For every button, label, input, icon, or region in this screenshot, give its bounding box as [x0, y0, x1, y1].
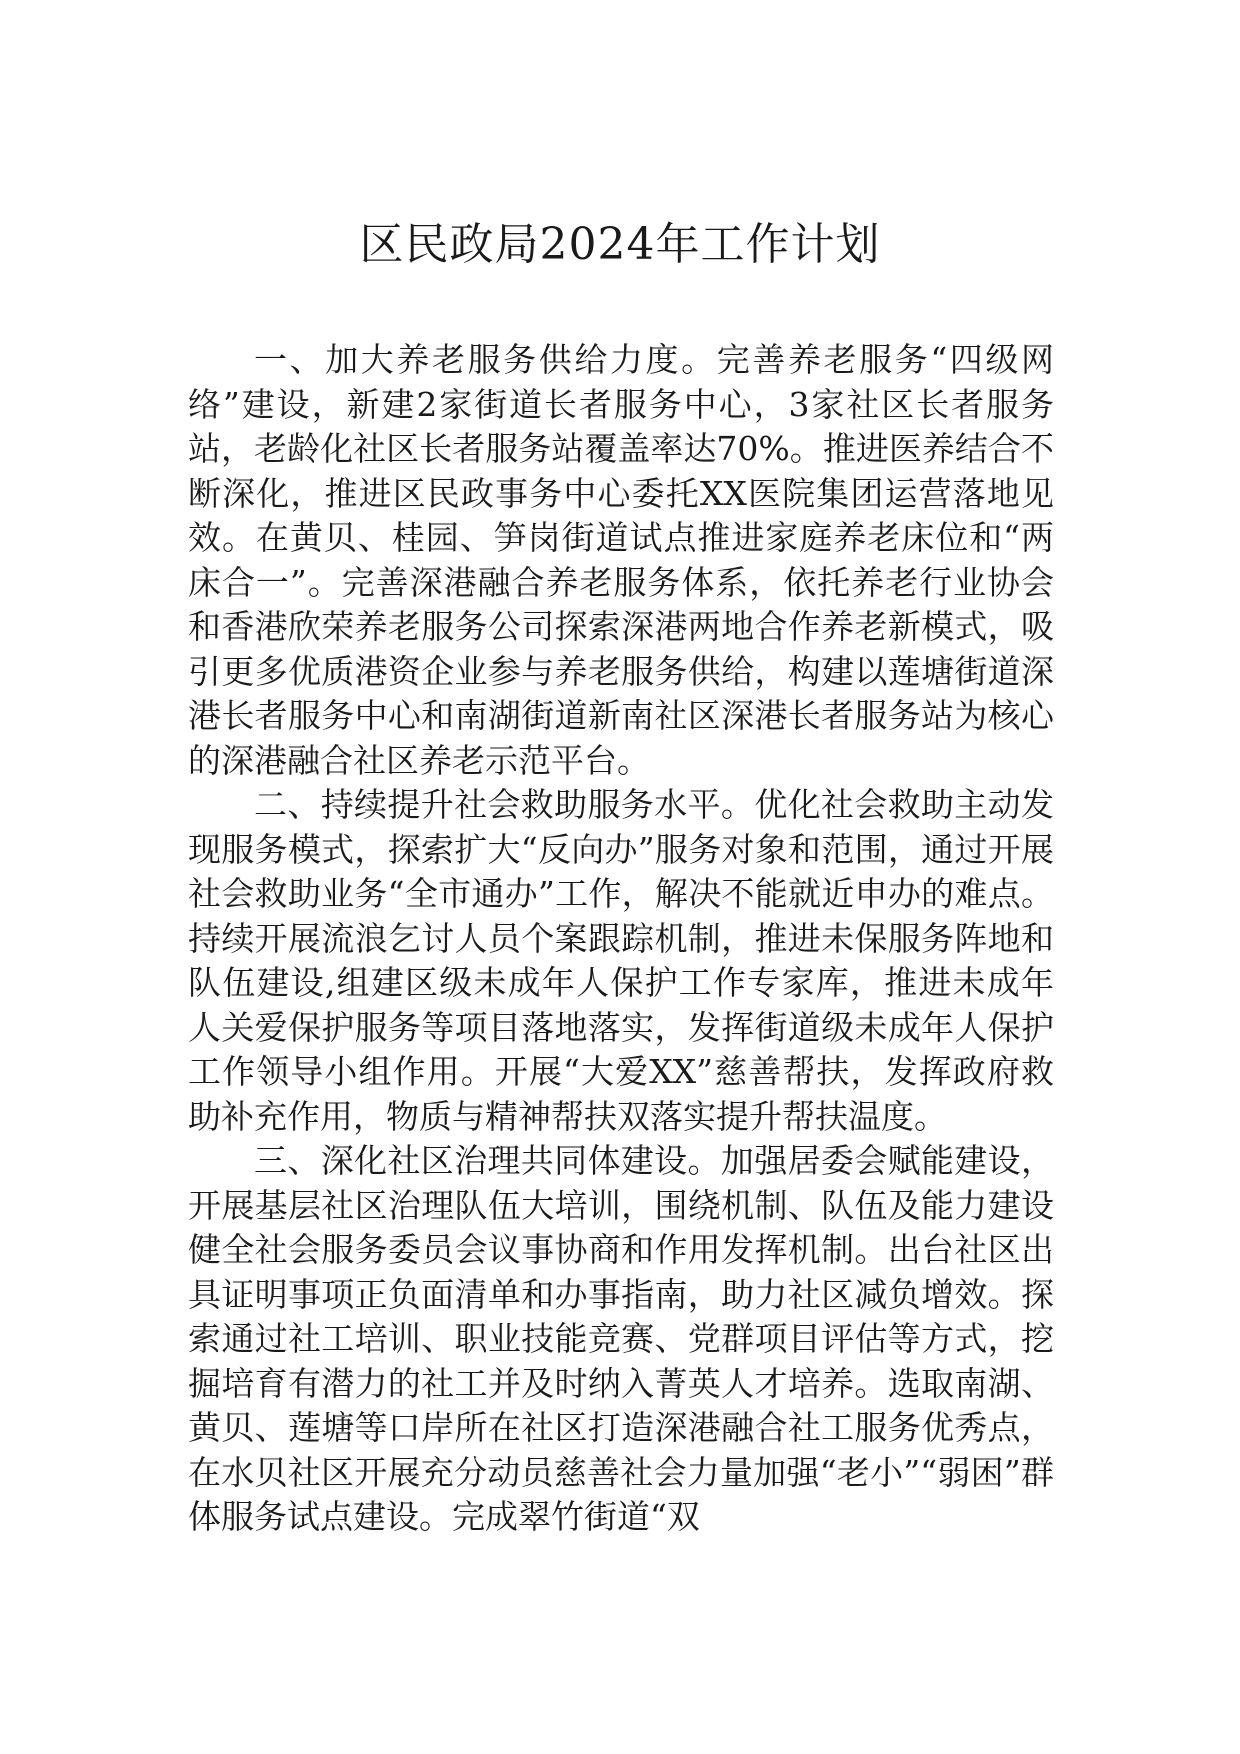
paragraph-social-assistance: 二、持续提升社会救助服务水平。优化社会救助主动发现服务模式，探索扩大“反向办”服务对象和范围，通过开展社会救助业务“全市通办”工作，解决不能就近申办的难点。持续开展流浪乞讨人员个案跟踪机制，推进未保服务阵地和队伍建设,组建区级未成年人保护工作专家库，推进未成年人关爱保护服务等项目落地落实，发挥街道级未成年人保护工作领导小组作用。开展“大爱XX”慈善帮扶，发挥政府救助补充作用，物质与精神帮扶双落实提升帮扶温度。 [188, 785, 1054, 1136]
document-body [188, 338, 1054, 1540]
paragraph-community-governance: 三、深化社区治理共同体建设。加强居委会赋能建设，开展基层社区治理队伍大培训，围绕机制、队伍及能力建设健全社会服务委员会议事协商和作用发挥机制。出台社区出具证明事项正负面清单和办事指南，助力社区减负增效。探索通过社工培训、职业技能竞赛、党群项目评估等方式，挖掘培育有潜力的社工并及时纳入菁英人才培养。选取南湖、黄贝、莲塘等口岸所在社区打造深港融合社工服务优秀点，在水贝社区开展充分动员慈善社会力量加强“老小”“弱困”群体服务试点建设。完成翠竹街道“双 [188, 1141, 1054, 1536]
document-title: 区民政局2024年工作计划 [359, 219, 881, 270]
paragraph-elderly-care: 一、加大养老服务供给力度。完善养老服务“四级网络”建设，新建2家街道长者服务中心，3家社区长者服务站，老龄化社区长者服务站覆盖率达70%。推进医养结合不断深化，推进区民政事务中心委托XX医院集团运营落地见效。在黄贝、桂园、笋岗街道试点推进家庭养老床位和“两床合一”。完善深港融合养老服务体系，依托养老行业协会和香港欣荣养老服务公司探索深港两地合作养老新模式，吸引更多优质港资企业参与养老服务供给，构建以莲塘街道深港长者服务中心和南湖街道新南社区深港长者服务站为核心的深港融合社区养老示范平台。 [188, 340, 1054, 780]
